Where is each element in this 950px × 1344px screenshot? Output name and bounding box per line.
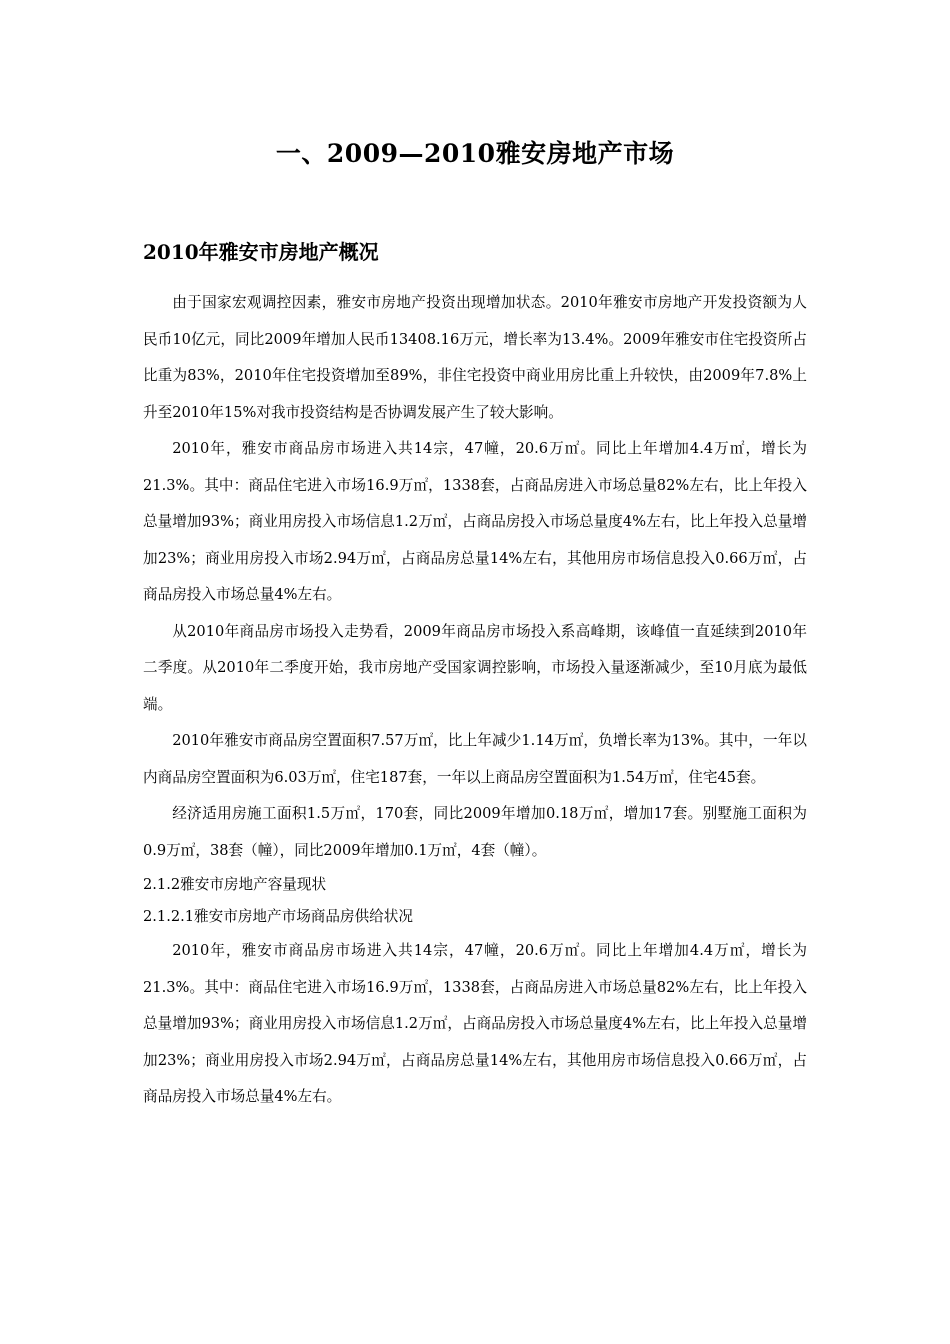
paragraph-supply-repeat: 2010年，雅安市商品房市场进入共14宗，47幢，20.6万㎡。同比上年增加4.4万㎡，增长为21.3%。其中：商品住宅进入市场16.9万㎡，1338套，占商品房进入市场总量82%左右，比上年投入总量增加93%；商业用房投入市场信息1.2万㎡，占商品房投入市场总量度4%左右，比上年投入总量增加23%；商业用房投入市场2.94万㎡，占商品房总量14%左右，其他用房市场信息投入0.66万㎡，占商品房投入市场总量4%左右。 [143, 942, 807, 1105]
subheading-supply-status: 2.1.2.1雅安市房地产市场商品房供给状况 [143, 908, 413, 925]
page-title: 一、2009—2010雅安房地产市场 [275, 139, 675, 168]
subheading-capacity: 2.1.2雅安市房地产容量现状 [143, 876, 327, 893]
paragraph-supply: 2010年，雅安市商品房市场进入共14宗，47幢，20.6万㎡。同比上年增加4.4万㎡，增长为21.3%。其中：商品住宅进入市场16.9万㎡，1338套，占商品房进入市场总量82%左右，比上年投入总量增加93%；商业用房投入市场信息1.2万㎡，占商品房投入市场总量度4%左右，比上年投入总量增加23%；商业用房投入市场2.94万㎡，占商品房总量14%左右，其他用房市场信息投入0.66万㎡，占商品房投入市场总量4%左右。 [143, 440, 807, 603]
document-body [143, 285, 807, 1116]
paragraph-vacancy: 2010年雅安市商品房空置面积7.57万㎡，比上年减少1.14万㎡，负增长率为13%。其中，一年以内商品房空置面积为6.03万㎡，住宅187套，一年以上商品房空置面积为1.54万㎡，住宅45套。 [143, 732, 807, 786]
paragraph-affordable-housing: 经济适用房施工面积1.5万㎡，170套，同比2009年增加0.18万㎡，增加17套。别墅施工面积为0.9万㎡，38套（幢），同比2009年增加0.1万㎡，4套（幢）。 [143, 805, 807, 859]
section-heading: 2010年雅安市房地产概况 [143, 240, 379, 264]
paragraph-trend: 从2010年商品房市场投入走势看，2009年商品房市场投入系高峰期，该峰值一直延续到2010年二季度。从2010年二季度开始，我市房地产受国家调控影响，市场投入量逐渐减少，至10月底为最低端。 [143, 622, 807, 713]
paragraph-investment: 由于国家宏观调控因素，雅安市房地产投资出现增加状态。2010年雅安市房地产开发投资额为人民币10亿元，同比2009年增加人民币13408.16万元，增长率为13.4%。2009年雅安市住宅投资所占比重为83%，2010年住宅投资增加至89%，非住宅投资中商业用房比重上升较快，由2009年7.8%上升至2010年15%对我市投资结构是否协调发展产生了较大影响。 [143, 294, 807, 421]
